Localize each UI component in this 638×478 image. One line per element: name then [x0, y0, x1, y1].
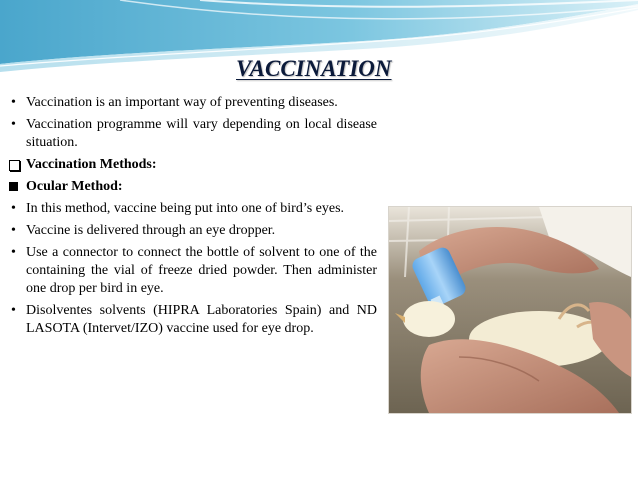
bullet-icon: • — [11, 201, 16, 216]
list-item-text: In this method, vaccine being put into one of bird’s eyes. — [26, 201, 345, 216]
list-item-text: Vaccination programme will vary depending on local disease situation. — [26, 117, 377, 150]
slide-title: VACCINATION — [236, 56, 392, 81]
hollow-square-icon — [8, 156, 26, 171]
list-item — [8, 302, 377, 338]
bullet-icon: • — [11, 117, 16, 132]
bullet-icon: • — [11, 303, 16, 318]
section-heading — [8, 156, 377, 174]
bullet-list — [8, 94, 377, 342]
list-item — [8, 94, 377, 112]
bullet-icon: • — [11, 95, 16, 110]
bullet-icon: • — [11, 245, 16, 260]
list-item — [8, 200, 377, 218]
filled-square-icon — [8, 178, 26, 191]
list-item — [8, 222, 377, 240]
subsection-heading-text: Ocular Method: — [26, 179, 123, 194]
list-item-text: Use a connector to connect the bottle of solvent to one of the containing the vial of freeze dried powder. Then administer one drop per bird in eye. — [26, 245, 377, 296]
list-item — [8, 116, 377, 152]
bullet-icon: • — [11, 223, 16, 238]
list-item-text: Vaccination is an important way of preventing diseases. — [26, 95, 338, 110]
section-heading-text: Vaccination Methods: — [26, 157, 157, 172]
list-item-text: Vaccine is delivered through an eye dropper. — [26, 223, 276, 238]
eye-drop-vaccination-photo — [388, 206, 632, 414]
list-item-text: Disolventes solvents (HIPRA Laboratories Spain) and ND LASOTA (Intervet/IZO) vaccine used for eye drop. — [26, 303, 377, 336]
subsection-heading — [8, 178, 377, 196]
list-item — [8, 244, 377, 298]
